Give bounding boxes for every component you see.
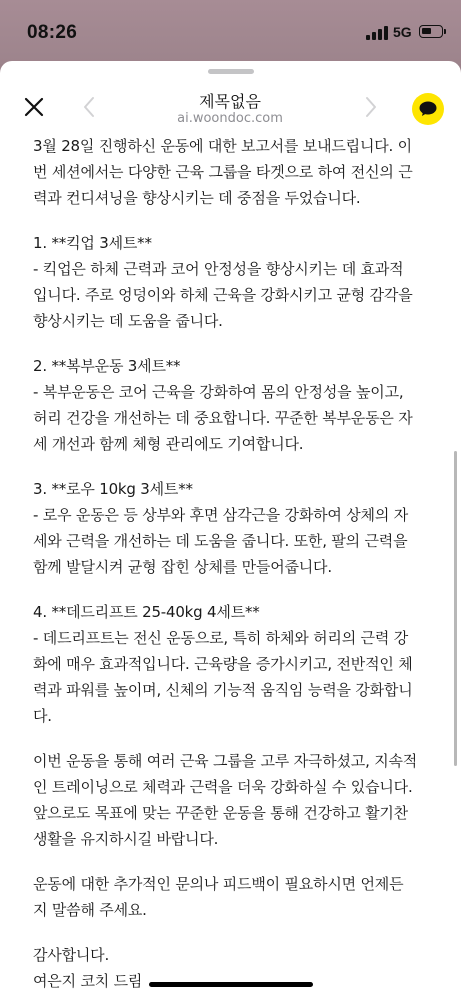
forward-button[interactable] <box>364 95 378 119</box>
exercise-heading: 1. **킥업 3세트** <box>33 234 152 252</box>
report-body <box>33 133 437 994</box>
text-line: - 복부운동은 코어 근육을 강화하여 몸의 안정성을 높이고, <box>33 383 404 401</box>
text-line: 지 말씀해 주세요. <box>33 901 147 919</box>
closing-text: 감사합니다. <box>33 946 110 964</box>
status-bar <box>0 0 461 64</box>
status-time: 08:26 <box>27 22 78 43</box>
browser-sheet <box>0 61 461 1000</box>
report-intro <box>33 133 437 211</box>
exercise-heading: 2. **복부운동 3세트** <box>33 357 181 375</box>
text-line: 화에 매우 효과적입니다. 근육량을 증가시키고, 전반적인 체 <box>33 655 413 673</box>
page-title: 제목없음 <box>199 92 261 111</box>
text-line: 세와 근력을 개선하는 데 도움을 줍니다. 또한, 팔의 근력을 <box>33 532 408 550</box>
battery-icon <box>419 25 443 38</box>
home-indicator[interactable] <box>149 982 313 987</box>
chevron-right-icon <box>364 95 378 119</box>
text-line: 력과 파워를 높이며, 신체의 기능적 움직임 능력을 강화합니 <box>33 681 413 699</box>
kakaotalk-icon <box>419 101 437 117</box>
text-line: 인 트레이닝으로 체력과 근력을 더욱 강화하실 수 있습니다. <box>33 778 413 796</box>
signature-text: 여은지 코치 드림 <box>33 972 143 990</box>
report-contact <box>33 871 437 923</box>
text-line: 다. <box>33 707 52 725</box>
text-line: 번 세션에서는 다양한 근육 그룹을 타겟으로 하여 전신의 근 <box>33 163 413 181</box>
exercise-item-deadlift <box>33 599 437 729</box>
text-line: - 로우 운동은 등 상부와 후면 삼각근을 강화하여 상체의 자 <box>33 506 408 524</box>
report-summary <box>33 748 437 852</box>
close-icon <box>22 95 46 119</box>
text-line: 허리 건강을 개선하는 데 중요합니다. 꾸준한 복부운동은 자 <box>33 409 413 427</box>
exercise-heading: 3. **로우 10kg 3세트** <box>33 480 193 498</box>
sheet-grabber[interactable] <box>208 69 254 74</box>
text-line: 앞으로도 목표에 맞는 꾸준한 운동을 통해 건강하고 활기찬 <box>33 804 408 822</box>
exercise-heading: 4. **데드리프트 25-40kg 4세트** <box>33 603 260 621</box>
back-button[interactable] <box>82 95 96 119</box>
exercise-item-row <box>33 476 437 580</box>
text-line: 생활을 유지하시길 바랍니다. <box>33 830 219 848</box>
text-line: 이번 운동을 통해 여러 근육 그룹을 고루 자극하셨고, 지속적 <box>33 752 418 770</box>
exercise-item-abs <box>33 353 437 457</box>
text-line: 함께 발달시켜 균형 잡힌 상체를 만들어줍니다. <box>33 558 332 576</box>
network-label: 5G <box>393 24 412 40</box>
text-line: 3월 28일 진행하신 운동에 대한 보고서를 보내드립니다. 이 <box>33 137 412 155</box>
text-line: - 데드리프트는 전신 운동으로, 특히 하체와 허리의 근력 강 <box>33 629 408 647</box>
text-line: 세 개선과 함께 체형 관리에도 기여합니다. <box>33 435 304 453</box>
text-line: 입니다. 주로 엉덩이와 하체 근육을 강화시키고 균형 감각을 <box>33 286 413 304</box>
kakaotalk-share-button[interactable] <box>412 93 444 125</box>
text-line: 운동에 대한 추가적인 문의나 피드백이 필요하시면 언제든 <box>33 875 404 893</box>
browser-header <box>0 75 461 133</box>
chevron-left-icon <box>82 95 96 119</box>
signal-icon <box>366 26 388 40</box>
text-line: 력과 컨디셔닝을 향상시키는 데 중점을 두었습니다. <box>33 189 361 207</box>
scroll-indicator[interactable] <box>454 451 457 766</box>
exercise-item-kickup <box>33 230 437 334</box>
text-line: - 킥업은 하체 근력과 코어 안정성을 향상시키는 데 효과적 <box>33 260 404 278</box>
text-line: 향상시키는 데 도움을 줍니다. <box>33 312 223 330</box>
page-domain: ai.woondoc.com <box>177 111 283 126</box>
close-button[interactable] <box>22 95 46 119</box>
